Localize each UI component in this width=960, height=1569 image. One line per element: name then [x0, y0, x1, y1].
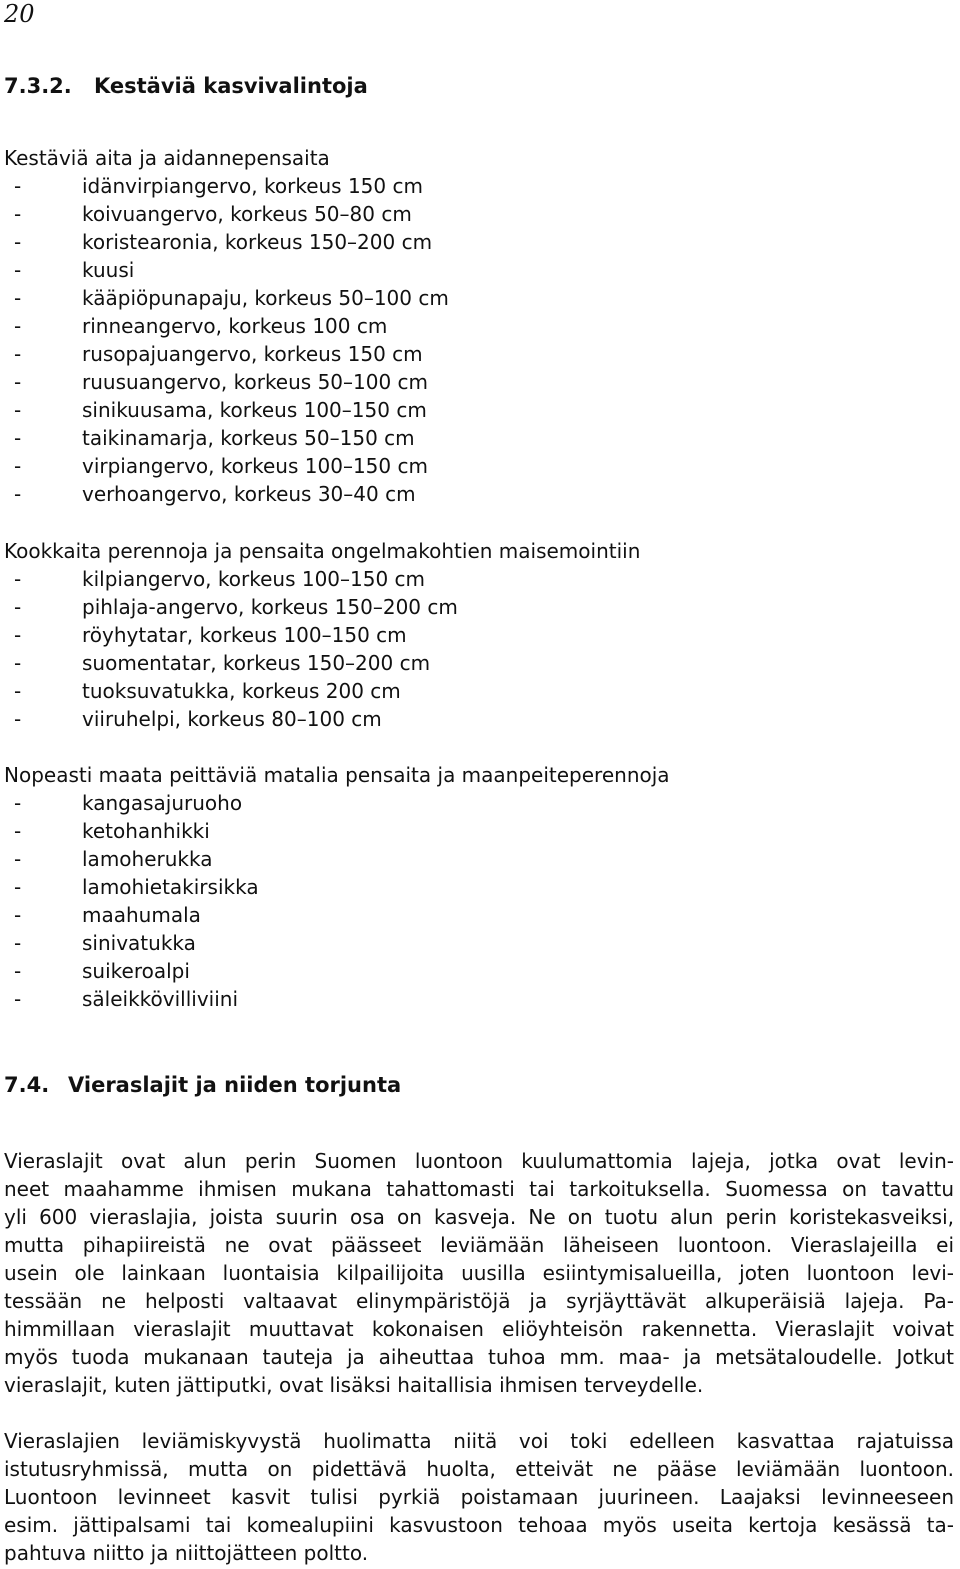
list-item-text: sinivatukka [82, 931, 196, 955]
bullet-list [4, 789, 954, 1013]
dash-marker: - [14, 482, 22, 506]
dash-marker: - [14, 286, 22, 310]
list-item-text: kääpiöpunapaju, korkeus 50–100 cm [82, 286, 449, 310]
list-item [4, 565, 954, 593]
paragraph-line: vieraslajit, kuten jättiputki, ovat lisäksi haitallisia ihmisen terveydelle. [4, 1373, 704, 1397]
list-item [4, 228, 954, 256]
dash-marker: - [14, 875, 22, 899]
list-item [4, 649, 954, 677]
paragraph-line: esim. jättipalsami tai komealupiini kasvustoon tehoaa myös useita kertoja kesässä ta- [4, 1513, 954, 1537]
dash-marker: - [14, 847, 22, 871]
dash-marker: - [14, 398, 22, 422]
plant-list-hedges [4, 144, 954, 508]
list-item-text: taikinamarja, korkeus 50–150 cm [82, 426, 415, 450]
list-item [4, 200, 954, 228]
list-item [4, 901, 954, 929]
section-heading-7-4 [4, 1071, 401, 1099]
list-item [4, 957, 954, 985]
list-item [4, 873, 954, 901]
list-item [4, 593, 954, 621]
list-item-text: viiruhelpi, korkeus 80–100 cm [82, 707, 382, 731]
list-item-text: sinikuusama, korkeus 100–150 cm [82, 398, 427, 422]
list-item [4, 677, 954, 705]
paragraph-line: pahtuva niitto ja niittojätteen poltto. [4, 1541, 369, 1565]
paragraph-line: istutusryhmissä, mutta on pidettävä huolta, etteivät ne pääse leviämään luontoon. [4, 1457, 954, 1481]
paragraph-line: Luontoon levinneet kasvit tulisi pyrkiä poistamaan juurineen. Laajaksi levinneeseen [4, 1485, 954, 1509]
list-item-text: maahumala [82, 903, 201, 927]
list-title: Kestäviä aita ja aidannepensaita [4, 146, 330, 170]
list-item-text: suikeroalpi [82, 959, 190, 983]
section-number: 7.4. [4, 1073, 50, 1097]
list-item [4, 985, 954, 1013]
dash-marker: - [14, 959, 22, 983]
dash-marker: - [14, 791, 22, 815]
list-item [4, 368, 954, 396]
dash-marker: - [14, 819, 22, 843]
list-item-text: tuoksuvatukka, korkeus 200 cm [82, 679, 401, 703]
dash-marker: - [14, 595, 22, 619]
dash-marker: - [14, 454, 22, 478]
paragraph-invasive-control [4, 1427, 954, 1567]
paragraph-line: tessään ne helposti valtaavat elinympäristöjä ja syrjäyttävät alkuperäisiä lajeja. Pa- [4, 1289, 954, 1313]
dash-marker: - [14, 987, 22, 1011]
dash-marker: - [14, 258, 22, 282]
dash-marker: - [14, 342, 22, 366]
paragraph-line: Vieraslajien leviämiskyvystä huolimatta niitä voi toki edelleen kasvattaa rajatuissa [4, 1429, 954, 1453]
list-item-text: verhoangervo, korkeus 30–40 cm [82, 482, 416, 506]
list-item-text: ruusuangervo, korkeus 50–100 cm [82, 370, 429, 394]
dash-marker: - [14, 651, 22, 675]
dash-marker: - [14, 426, 22, 450]
list-item-text: röyhytatar, korkeus 100–150 cm [82, 623, 407, 647]
dash-marker: - [14, 202, 22, 226]
dash-marker: - [14, 230, 22, 254]
list-item-text: suomentatar, korkeus 150–200 cm [82, 651, 431, 675]
list-item-text: rusopajuangervo, korkeus 150 cm [82, 342, 423, 366]
list-item-text: lamohietakirsikka [82, 875, 259, 899]
paragraph-line: neet maahamme ihmisen mukana tahattomasti tai tarkoituksella. Suomessa on tavattu [4, 1177, 954, 1201]
dash-marker: - [14, 903, 22, 927]
list-item [4, 396, 954, 424]
list-item [4, 424, 954, 452]
list-item [4, 172, 954, 200]
section-title: Kestäviä kasvivalintoja [94, 74, 368, 98]
list-item [4, 452, 954, 480]
list-title: Nopeasti maata peittäviä matalia pensaita ja maanpeiteperennoja [4, 763, 670, 787]
list-item [4, 929, 954, 957]
list-item-text: koristearonia, korkeus 150–200 cm [82, 230, 433, 254]
paragraph-line: himmillaan vieraslajit muuttavat kokonaisen eliöyhteisön rakennetta. Vieraslajit voivat [4, 1317, 954, 1341]
page-number: 20 [4, 0, 35, 28]
list-item-text: ketohanhikki [82, 819, 210, 843]
dash-marker: - [14, 707, 22, 731]
dash-marker: - [14, 679, 22, 703]
list-item-text: pihlaja-angervo, korkeus 150–200 cm [82, 595, 458, 619]
list-item [4, 621, 954, 649]
paragraph-line: myös tuoda mukanaan tauteja ja aiheuttaa tuhoa mm. maa- ja metsätaloudelle. Jotkut [4, 1345, 954, 1369]
section-heading-7-3-2 [4, 72, 368, 100]
plant-list-large-perennials [4, 537, 954, 733]
list-item-text: rinneangervo, korkeus 100 cm [82, 314, 388, 338]
dash-marker: - [14, 623, 22, 647]
list-item [4, 845, 954, 873]
list-item [4, 705, 954, 733]
paragraph-line: usein ole lainkaan luontaisia kilpailijoita uusilla esiintymisalueilla, joten luontoon levi- [4, 1261, 954, 1285]
list-item-text: kangasajuruoho [82, 791, 243, 815]
list-item-text: koivuangervo, korkeus 50–80 cm [82, 202, 412, 226]
list-item-text: virpiangervo, korkeus 100–150 cm [82, 454, 428, 478]
list-item [4, 312, 954, 340]
list-item-text: lamoherukka [82, 847, 213, 871]
paragraph-invasive-species [4, 1147, 954, 1399]
bullet-list [4, 172, 954, 508]
bullet-list [4, 565, 954, 733]
list-item [4, 480, 954, 508]
section-number: 7.3.2. [4, 74, 72, 98]
list-title: Kookkaita perennoja ja pensaita ongelmakohtien maisemointiin [4, 539, 641, 563]
list-item-text: säleikkövilliviini [82, 987, 239, 1011]
list-item-text: kilpiangervo, korkeus 100–150 cm [82, 567, 426, 591]
list-item-text: idänvirpiangervo, korkeus 150 cm [82, 174, 423, 198]
list-item [4, 789, 954, 817]
plant-list-ground-cover [4, 761, 954, 1013]
list-item [4, 817, 954, 845]
dash-marker: - [14, 931, 22, 955]
list-item-text: kuusi [82, 258, 135, 282]
list-item [4, 256, 954, 284]
list-item [4, 284, 954, 312]
paragraph-line: yli 600 vieraslajia, joista suurin osa on kasveja. Ne on tuotu alun perin koristekasveiksi, [4, 1205, 954, 1229]
paragraph-line: Vieraslajit ovat alun perin Suomen luontoon kuulumattomia lajeja, jotka ovat levin- [4, 1149, 954, 1173]
dash-marker: - [14, 174, 22, 198]
list-item [4, 340, 954, 368]
paragraph-line: mutta pihapiireistä ne ovat päässeet leviämään läheiseen luontoon. Vieraslajeilla ei [4, 1233, 954, 1257]
dash-marker: - [14, 567, 22, 591]
dash-marker: - [14, 314, 22, 338]
section-title: Vieraslajit ja niiden torjunta [68, 1073, 402, 1097]
dash-marker: - [14, 370, 22, 394]
